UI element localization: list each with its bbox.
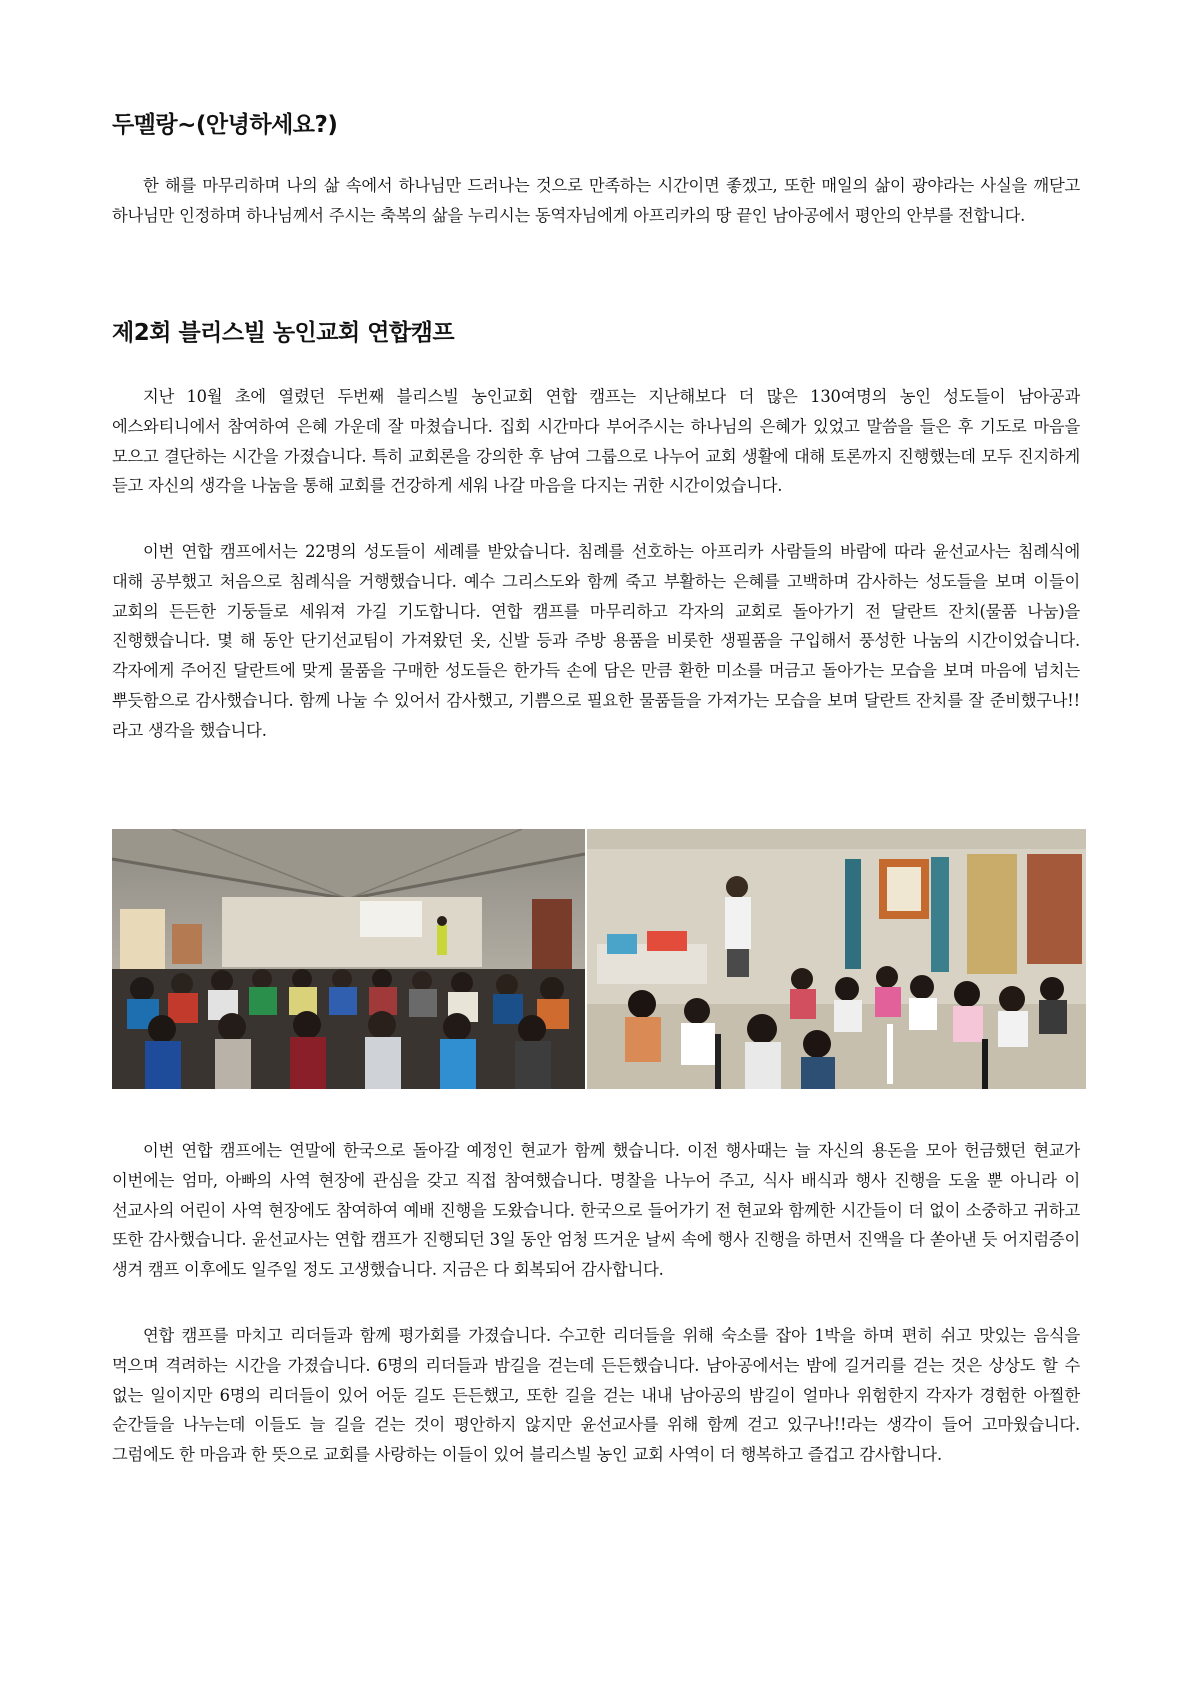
camp-heading: 제2회 블리스빌 농인교회 연합캠프 xyxy=(112,320,455,346)
greeting-heading: 두멜랑~(안녕하세요?) xyxy=(112,112,338,138)
camp-paragraph-4: 연합 캠프를 마치고 리더들과 함께 평가회를 가졌습니다. 수고한 리더들을 위해 숙소를 잡아 1박을 하며 편히 쉬고 맛있는 음식을 먹으며 격려하는 시간을 가졌습니다. 6명의 리더들과 밤길을 걷는데 든든했습니다. 남아공에서는 밤에 길거리를 걷는 것은 상상도 할 수 없는 일이지만 6명의 리더들이 있어 어둔 길도 든든했고, 또한 길을 걷는 내내 남아공의 밤길이 얼마나 위험한지 각자가 경험한 아찔한 순간들을 나누는데 이들도 늘 길을 걷는 것이 평안하지 않지만 윤선교사를 위해 함께 걷고 있구나!!라는 생각이 들어 고마웠습니다. 그럼에도 한 마음과 한 뜻으로 교회를 사랑하는 이들이 있어 블리스빌 농인 교회 사역이 더 행복하고 즐겁고 감사합니다. xyxy=(112,1326,1080,1465)
camp-paragraph-3: 이번 연합 캠프에는 연말에 한국으로 돌아갈 예정인 현교가 함께 했습니다. 이전 행사때는 늘 자신의 용돈을 모아 헌금했던 현교가 이번에는 엄마, 아빠의 사역 현장에 관심을 갖고 직접 참여했습니다. 명찰을 나누어 주고, 식사 배식과 행사 진행을 도울 뿐 아니라 이 선교사의 어린이 사역 현장에도 참여하여 예배 진행을 도왔습니다. 한국으로 들어가기 전 현교와 함께한 시간들이 더 없이 소중하고 귀하고 또한 감사했습니다. 윤선교사는 연합 캠프가 진행되던 3일 동안 엄청 뜨거운 날씨 속에 행사 진행을 하면서 진액을 다 쏟아낸 듯 어지럼증이 생겨 캠프 이후에도 일주일 정도 고생했습니다. 지금은 다 회복되어 감사합니다. xyxy=(112,1141,1080,1280)
congregation-hall-photo xyxy=(112,829,585,1089)
childrens-ministry-photo xyxy=(587,829,1086,1089)
greeting-paragraph: 한 해를 마무리하며 나의 삶 속에서 하나님만 드러나는 것으로 만족하는 시간이면 좋겠고, 또한 매일의 삶이 광야라는 사실을 깨닫고 하나님만 인정하며 하나님께서 주시는 축복의 삶을 누리시는 동역자님에게 아프리카의 땅 끝인 남아공에서 평안의 안부를 전합니다. xyxy=(112,176,1080,225)
camp-paragraph-1: 지난 10월 초에 열렸던 두번째 블리스빌 농인교회 연합 캠프는 지난해보다 더 많은 130여명의 농인 성도들이 남아공과 에스와티니에서 참여하여 은혜 가운데 잘 마쳤습니다. 집회 시간마다 부어주시는 하나님의 은혜가 있었고 말씀을 들은 후 기도로 마음을 모으고 결단하는 시간을 가졌습니다. 특히 교회론을 강의한 후 남여 그룹으로 나누어 교회 생활에 대해 토론까지 진행했는데 모두 진지하게 듣고 자신의 생각을 나눔을 통해 교회를 건강하게 세워 나갈 마음을 다지는 귀한 시간이었습니다. xyxy=(112,387,1080,496)
camp-paragraph-2: 이번 연합 캠프에서는 22명의 성도들이 세례를 받았습니다. 침례를 선호하는 아프리카 사람들의 바람에 따라 윤선교사는 침례식에 대해 공부했고 처음으로 침례식을 거행했습니다. 예수 그리스도와 함께 죽고 부활하는 은혜를 고백하며 감사하는 성도들을 보며 이들이 교회의 든든한 기둥들로 세워져 가길 기도합니다. 연합 캠프를 마무리하고 각자의 교회로 돌아가기 전 달란트 잔치(물품 나눔)을 진행했습니다. 몇 해 동안 단기선교팀이 가져왔던 옷, 신발 등과 주방 용품을 비롯한 생필품을 구입해서 풍성한 나눔의 시간이었습니다. 각자에게 주어진 달란트에 맞게 물품을 구매한 성도들은 한가득 손에 담은 만큼 환한 미소를 머금고 돌아가는 모습을 보며 마음에 넘치는 뿌듯함으로 감사했습니다. 함께 나눌 수 있어서 감사했고, 기쁨으로 필요한 물품들을 가져가는 모습을 보며 달란트 잔치를 잘 준비했구나!!라고 생각을 했습니다. xyxy=(112,542,1080,740)
photo-row xyxy=(112,829,1086,1089)
